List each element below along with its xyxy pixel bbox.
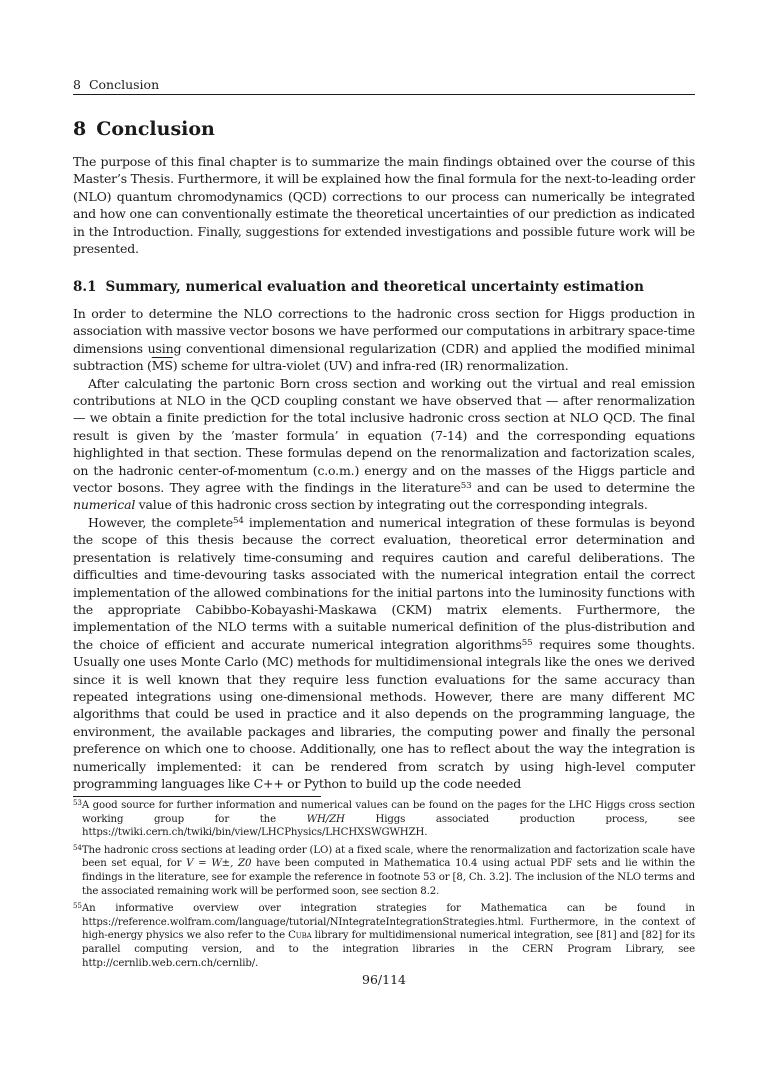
footnote-text: library for multidimensional numerical integration, see [81] and [82] for its parallel computing version, and to the integration libraries in the CERN Program Library, see http://cernlib.web.cern.ch/cernlib/. [82, 930, 695, 969]
footnote-ref-53[interactable]: 53 [460, 481, 472, 492]
paragraph-3-text-a: However, the complete [88, 514, 233, 530]
footnote-text: have been computed in Mathematica 10.4 using actual PDF sets and lie within the findings in the literature, see for example the reference in footnote 53 or [8, Ch. 3.2]. The inclusion of the NLO terms and the associated remaining work will be performed soon, see section 8.2. [82, 858, 695, 897]
paragraph-1 [73, 305, 695, 375]
footnote-text: The hadronic cross sections at leading order (LO) at a fixed scale, where the renormalization and factorization scale have been set equal, for [81, 844, 695, 870]
footnote-number: 54 [73, 842, 82, 852]
footnote-divider [73, 796, 321, 797]
paragraph-1-text-b: ) scheme for ultra-violet (UV) and infra-red (IR) renormalization. [172, 358, 569, 374]
page-number: 96/114 [362, 972, 406, 987]
section-number: 8.1 [73, 279, 97, 295]
paragraph-3-text-b: implementation and numerical integration of these formulas is beyond the scope of this thesis because the correct evaluation, theoretical error determination and presentation is relatively time-consuming and requires caution and careful deliberations. The difficulties and time-devouring tasks associated with the numerical integration entail the correct implementation of the allowed combinations for the initial partons into the luminosity functions with the appropriate Cabibbo-Kobayashi-Maskawa (CKM) matrix elements. Furthermore, the implementation of the NLO terms with a suitable numerical definition of the plus-distribution and the choice of efficient and accurate numerical integration algorithms [73, 514, 695, 652]
paragraph-3 [73, 514, 695, 793]
section-title-text: Summary, numerical evaluation and theoretical uncertainty estimation [105, 279, 644, 295]
footnote-ref-54[interactable]: 54 [233, 515, 244, 526]
ms-bar-symbol: $\overline{MS}$ [151, 358, 173, 374]
footnote-text: Higgs associated production process, see https://twiki.cern.ch/twiki/bin/view/LHCPhysics/LHCHXSWGWHZH. [82, 813, 695, 839]
footnotes [73, 799, 695, 974]
section-title [73, 279, 644, 295]
paragraph-2-text-a: After calculating the partonic Born cross section and working out the virtual and real emission contributions at NLO in the QCD coupling constant we have observed that — after renormalization — we obtain a finite prediction for the total inclusive hadronic cross section at NLO QCD. The final result is given by the ’master formula’ in equation (7-14) and the corresponding equations highlighted in that section. These formulas depend on the renormalization and factorization scales, on the hadronic center-of-momentum (c.o.m.) energy and on the masses of the Higgs particle and vector bosons. They agree with the findings in the literature [73, 375, 695, 496]
intro-section [73, 153, 695, 257]
footnote-math: V = W±, Z0 [186, 858, 252, 870]
footnote-text: An informative overview over integration strategies for Mathematica can be found in https://reference.wolfram.com/language/tutorial/NIntegrateIntegrationStrategies.html. Furthermore, in the context of high-energy physics we also refer to the [81, 903, 695, 942]
footnote-text: A good source for further information and numerical values can be found on the pages for the LHC Higgs cross section working group for the [81, 800, 695, 825]
section-body [73, 305, 695, 792]
emphasis-numerical: numerical [73, 497, 136, 513]
chapter-number: 8 [73, 118, 87, 140]
chapter-title [73, 118, 215, 140]
footnote-smallcaps: Cuba [288, 930, 312, 942]
paragraph-1-text-a: In order to determine the NLO corrections to the hadronic cross section for Higgs production in association with massive vector bosons we have performed our computations in arbitrary space-time dimensions using conventional dimensional regularization (CDR) and applied the modified minimal subtraction ( [73, 306, 695, 374]
footnote-55 [73, 902, 695, 970]
footnote-54 [73, 844, 695, 898]
paragraph-2-text-c: value of this hadronic cross section by integrating out the corresponding integrals. [135, 497, 648, 513]
footnote-ref-55[interactable]: 55 [521, 637, 533, 648]
footnote-math: WH/ZH [306, 813, 345, 825]
footnote-number: 53 [73, 797, 82, 807]
chapter-title-text: Conclusion [96, 118, 215, 140]
intro-paragraph: The purpose of this final chapter is to summarize the main findings obtained over the course of this Master’s Thesis. Furthermore, it will be explained how the final formula for the next-to-leading order (NLO) quantum chromodynamics (QCD) corrections to our process can numerically be integrated and how one can conventionally estimate the theoretical uncertainties of our prediction as indicated in the Introduction. Finally, suggestions for extended investigations and possible future work will be presented. [73, 154, 695, 257]
running-head-title: Conclusion [88, 77, 160, 92]
paragraph-3-text-c: requires some thoughts. Usually one uses Monte Carlo (MC) methods for multidimensional integrals like the ones we derived since it is well known that they require less function evaluations for the same accuracy than repeated integrations using one-dimensional methods. However, there are many different MC algorithms that could be used in practice and it also depends on the programming language, the environment, the available packages and libraries, the computing power and finally the personal preference on which one to choose. Additionally, one has to reflect about the way the integration is numerically implemented: it can be rendered from scratch by using high-level computer programming languages like C++ or Python to build up the code needed [73, 636, 696, 791]
footnote-53 [73, 799, 695, 840]
footnote-number: 55 [73, 900, 82, 910]
running-head [73, 78, 695, 95]
paragraph-2-text-b: and can be used to determine the [471, 480, 695, 496]
paragraph-2 [73, 375, 695, 514]
running-head-number: 8 [73, 77, 81, 92]
